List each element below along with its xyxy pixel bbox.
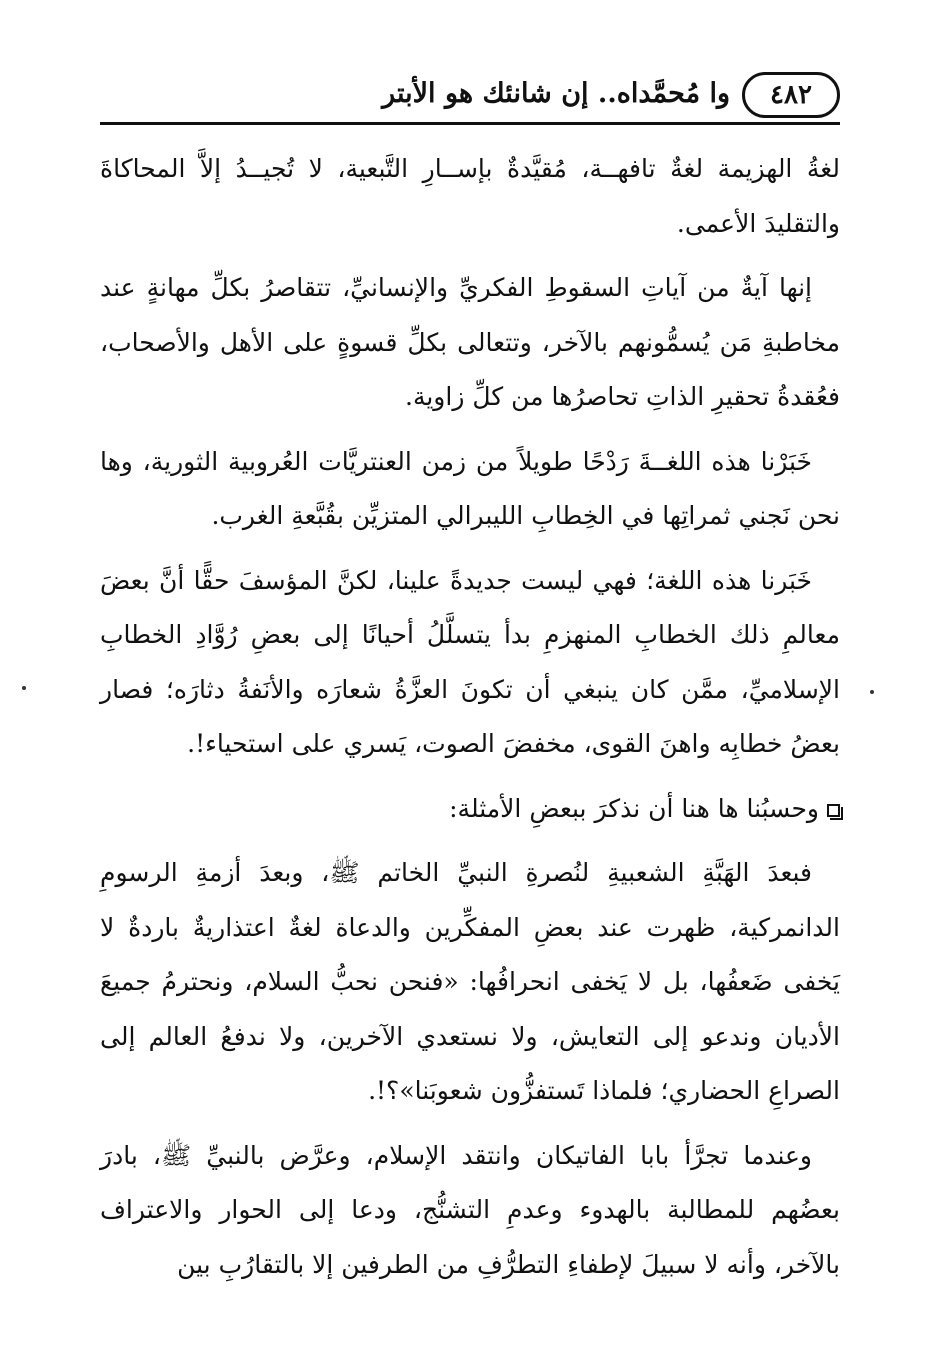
paragraph-6: وعندما تجرَّأ بابا الفاتيكان وانتقد الإسلام، وعرَّض بالنبيِّ ﷺ، بادرَ بعضُهم للمطالبة بالهدوء وعدمِ التشنُّج، ودعا إلى الحوار والاعتراف بالآخر، وأنه لا سبيلَ لإطفاءِ التطرُّفِ من الطرفين إلا بالتقارُبِ بين bbox=[100, 1140, 840, 1279]
margin-speck bbox=[870, 690, 874, 694]
page-number: ٤٨٢ bbox=[742, 72, 840, 118]
page-header bbox=[100, 70, 840, 132]
running-title: وا مُحمَّداه.. إن شانئك هو الأبتر bbox=[382, 78, 730, 109]
paragraph-1: لغةُ الهزيمة لغةٌ تافهــة، مُقيَّدةٌ بإســارِ التَّبعية، لا تُجيــدُ إلاَّ المحاكاةَ والتقليدَ الأعمى. bbox=[100, 154, 840, 238]
paragraph-3: خَبَرْنا هذه اللغــةَ رَدْحًا طويلاً من زمن العنتريَّات العُروبية الثورية، وها نحن نَجني ثمراتِها في الخِطابِ الليبرالي المتزيِّن بقُبَّعةِ الغرب. bbox=[100, 446, 840, 530]
bullet-line bbox=[100, 782, 840, 837]
paragraph-5: فبعدَ الهَبَّةِ الشعبيةِ لنُصرةِ النبيِّ الخاتم ﷺ، وبعدَ أزمةِ الرسومِ الدانمركية، ظهرت عند بعضِ المفكِّرين والدعاة لغةٌ اعتذاريةٌ باردةٌ لا يَخفى ضَعفُها، بل لا يَخفى انحرافُها: «فنحن نحبُّ السلام، ونحترمُ جميعَ الأديان وندعو إلى التعايش، ولا نستعدي الآخرين، ولا ندفعُ العالم إلى الصراعِ الحضاري؛ فلماذا تَستفزُّون شعوبَنا»؟!. bbox=[100, 858, 840, 1105]
header-rule bbox=[100, 122, 840, 125]
bullet-line-text: وحسبُنا ها هنا أن نذكرَ ببعضِ الأمثلة: bbox=[449, 793, 819, 823]
paragraph-4: خَبَرنا هذه اللغة؛ فهي ليست جديدةً علينا، لكنَّ المؤسفَ حقًّا أنَّ بعضَ معالمِ ذلك الخطابِ المنهزمِ بدأ يتسلَّلُ أحيانًا إلى بعضِ رُوَّادِ الخطابِ الإسلاميِّ، ممَّن كان ينبغي أن تكونَ العزَّةُ شعارَه والأنَفةُ دثارَه؛ فصار بعضُ خطابِه واهنَ القوى، مخفضَ الصوت، يَسري على استحياء!. bbox=[100, 565, 840, 758]
margin-speck bbox=[22, 686, 26, 690]
square-bullet-icon bbox=[827, 804, 840, 817]
paragraph-2: إنها آيةٌ من آياتِ السقوطِ الفكريِّ والإنسانيِّ، تتقاصرُ بكلِّ مهانةٍ عند مخاطبةِ مَن يُسمُّونهم بالآخر، وتتعالى بكلِّ قسوةٍ على الأهل والأصحاب، فعُقدةُ تحقيرِ الذاتِ تحاصرُها من كلِّ زاوية. bbox=[100, 273, 840, 411]
body-text bbox=[100, 142, 840, 1302]
